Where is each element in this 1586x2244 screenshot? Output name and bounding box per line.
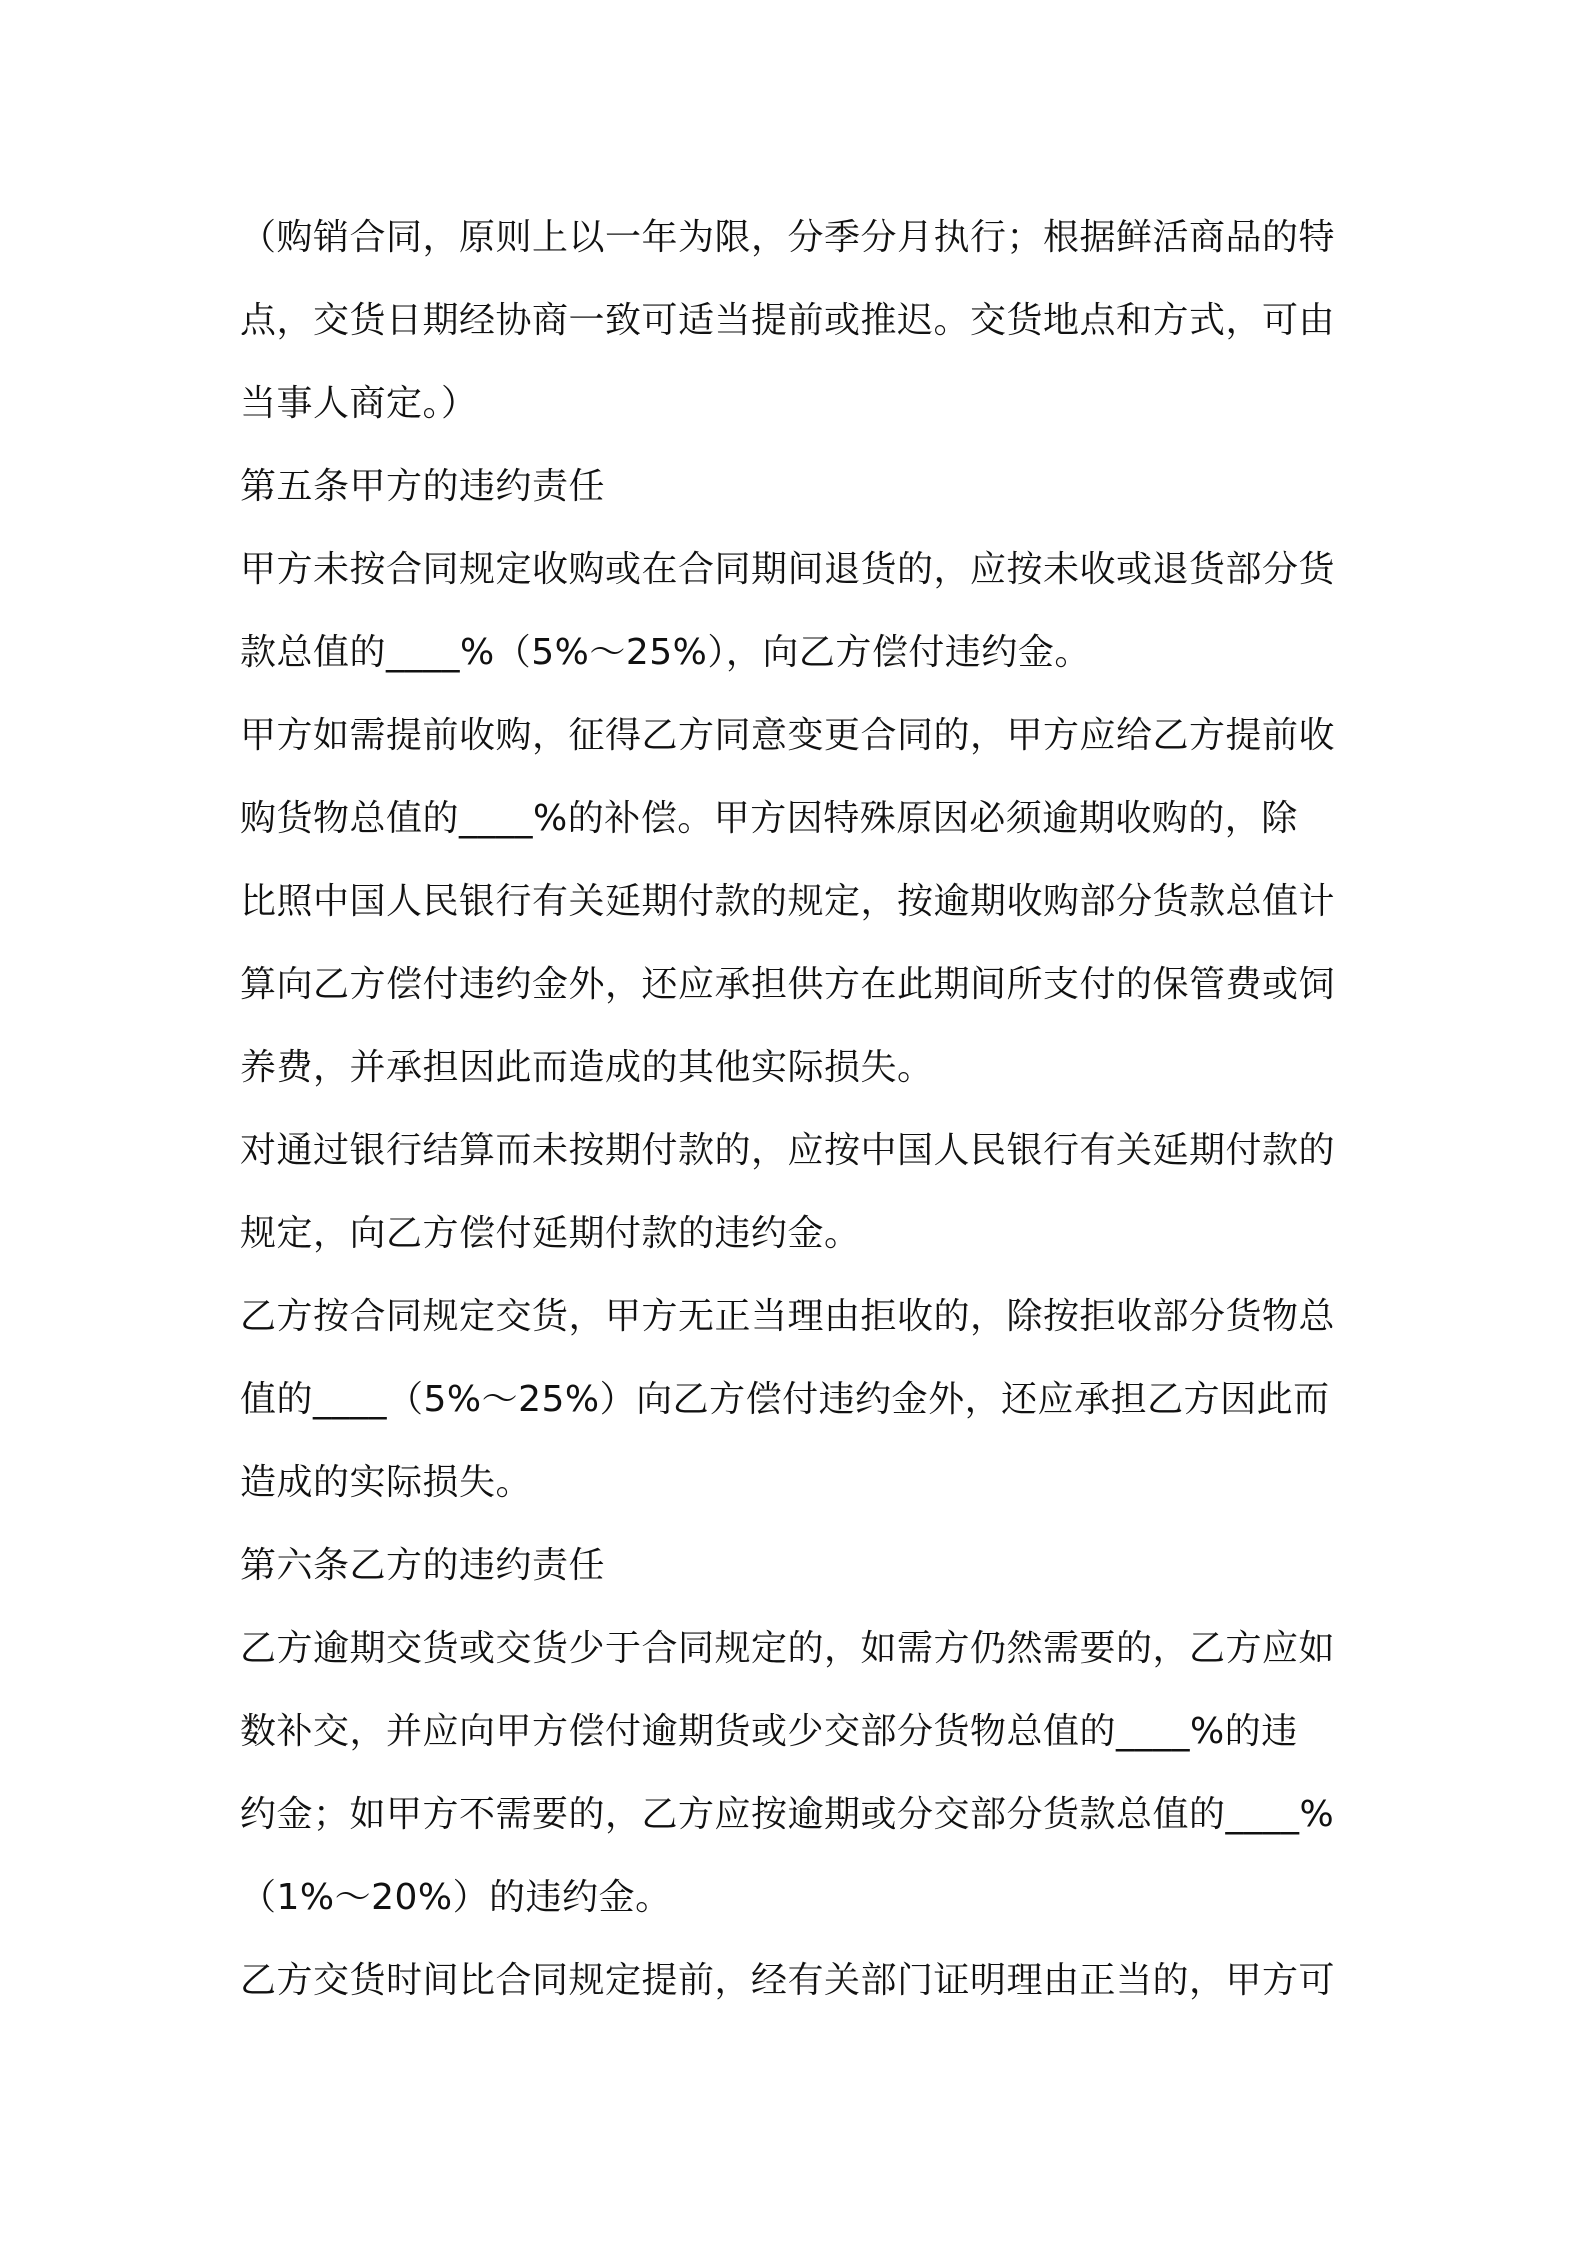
section-heading-article-6: [240, 1524, 1360, 1607]
text-line: 乙方按合同规定交货，甲方无正当理由拒收的，除按拒收部分货物总: [240, 1296, 1336, 1337]
text-line: 购货物总值的____%的补偿。甲方因特殊原因必须逾期收购的，除: [240, 798, 1298, 839]
text-line: 养费，并承担因此而造成的其他实际损失。: [240, 1047, 934, 1088]
paragraph-refusal-of-goods: [240, 1275, 1360, 1524]
text-line: 当事人商定。）: [240, 383, 478, 424]
heading-text: 第六条乙方的违约责任: [240, 1545, 606, 1586]
text-line: 对通过银行结算而未按期付款的，应按中国人民银行有关延期付款的: [240, 1130, 1336, 1171]
paragraph-party-b-early-delivery: [240, 1939, 1360, 2022]
paragraph-delivery-note: [240, 196, 1360, 445]
paragraph-party-a-returns: [240, 528, 1360, 694]
text-line: 约金；如甲方不需要的，乙方应按逾期或分交部分货款总值的____%: [240, 1794, 1335, 1835]
text-line: （购销合同，原则上以一年为限，分季分月执行；根据鲜活商品的特: [240, 217, 1336, 258]
text-line: 甲方如需提前收购，征得乙方同意变更合同的，甲方应给乙方提前收: [240, 715, 1336, 756]
text-line: 比照中国人民银行有关延期付款的规定，按逾期收购部分货款总值计: [240, 881, 1336, 922]
text-line: 乙方交货时间比合同规定提前，经有关部门证明理由正当的，甲方可: [240, 1960, 1336, 2001]
text-line: 规定，向乙方偿付延期付款的违约金。: [240, 1213, 861, 1254]
section-heading-article-5: [240, 445, 1360, 528]
text-line: 算向乙方偿付违约金外，还应承担供方在此期间所支付的保管费或饲: [240, 964, 1336, 1005]
paragraph-bank-settlement: [240, 1109, 1360, 1275]
text-line: 甲方未按合同规定收购或在合同期间退货的，应按未收或退货部分货: [240, 549, 1336, 590]
text-line: 点，交货日期经协商一致可适当提前或推迟。交货地点和方式，可由: [240, 300, 1336, 341]
paragraph-party-b-late-delivery: [240, 1607, 1360, 1939]
text-line: （1%～20%）的违约金。: [240, 1877, 672, 1918]
text-line: 造成的实际损失。: [240, 1462, 533, 1503]
text-line: 乙方逾期交货或交货少于合同规定的，如需方仍然需要的，乙方应如: [240, 1628, 1336, 1669]
text-line: 款总值的____%（5%～25%），向乙方偿付违约金。: [240, 632, 1091, 673]
paragraph-party-a-early-purchase: [240, 694, 1360, 1109]
text-line: 数补交，并应向甲方偿付逾期货或少交部分货物总值的____%的违: [240, 1711, 1298, 1752]
text-line: 值的____（5%～25%）向乙方偿付违约金外，还应承担乙方因此而: [240, 1379, 1330, 1420]
document-body: [240, 196, 1360, 2022]
heading-text: 第五条甲方的违约责任: [240, 466, 606, 507]
